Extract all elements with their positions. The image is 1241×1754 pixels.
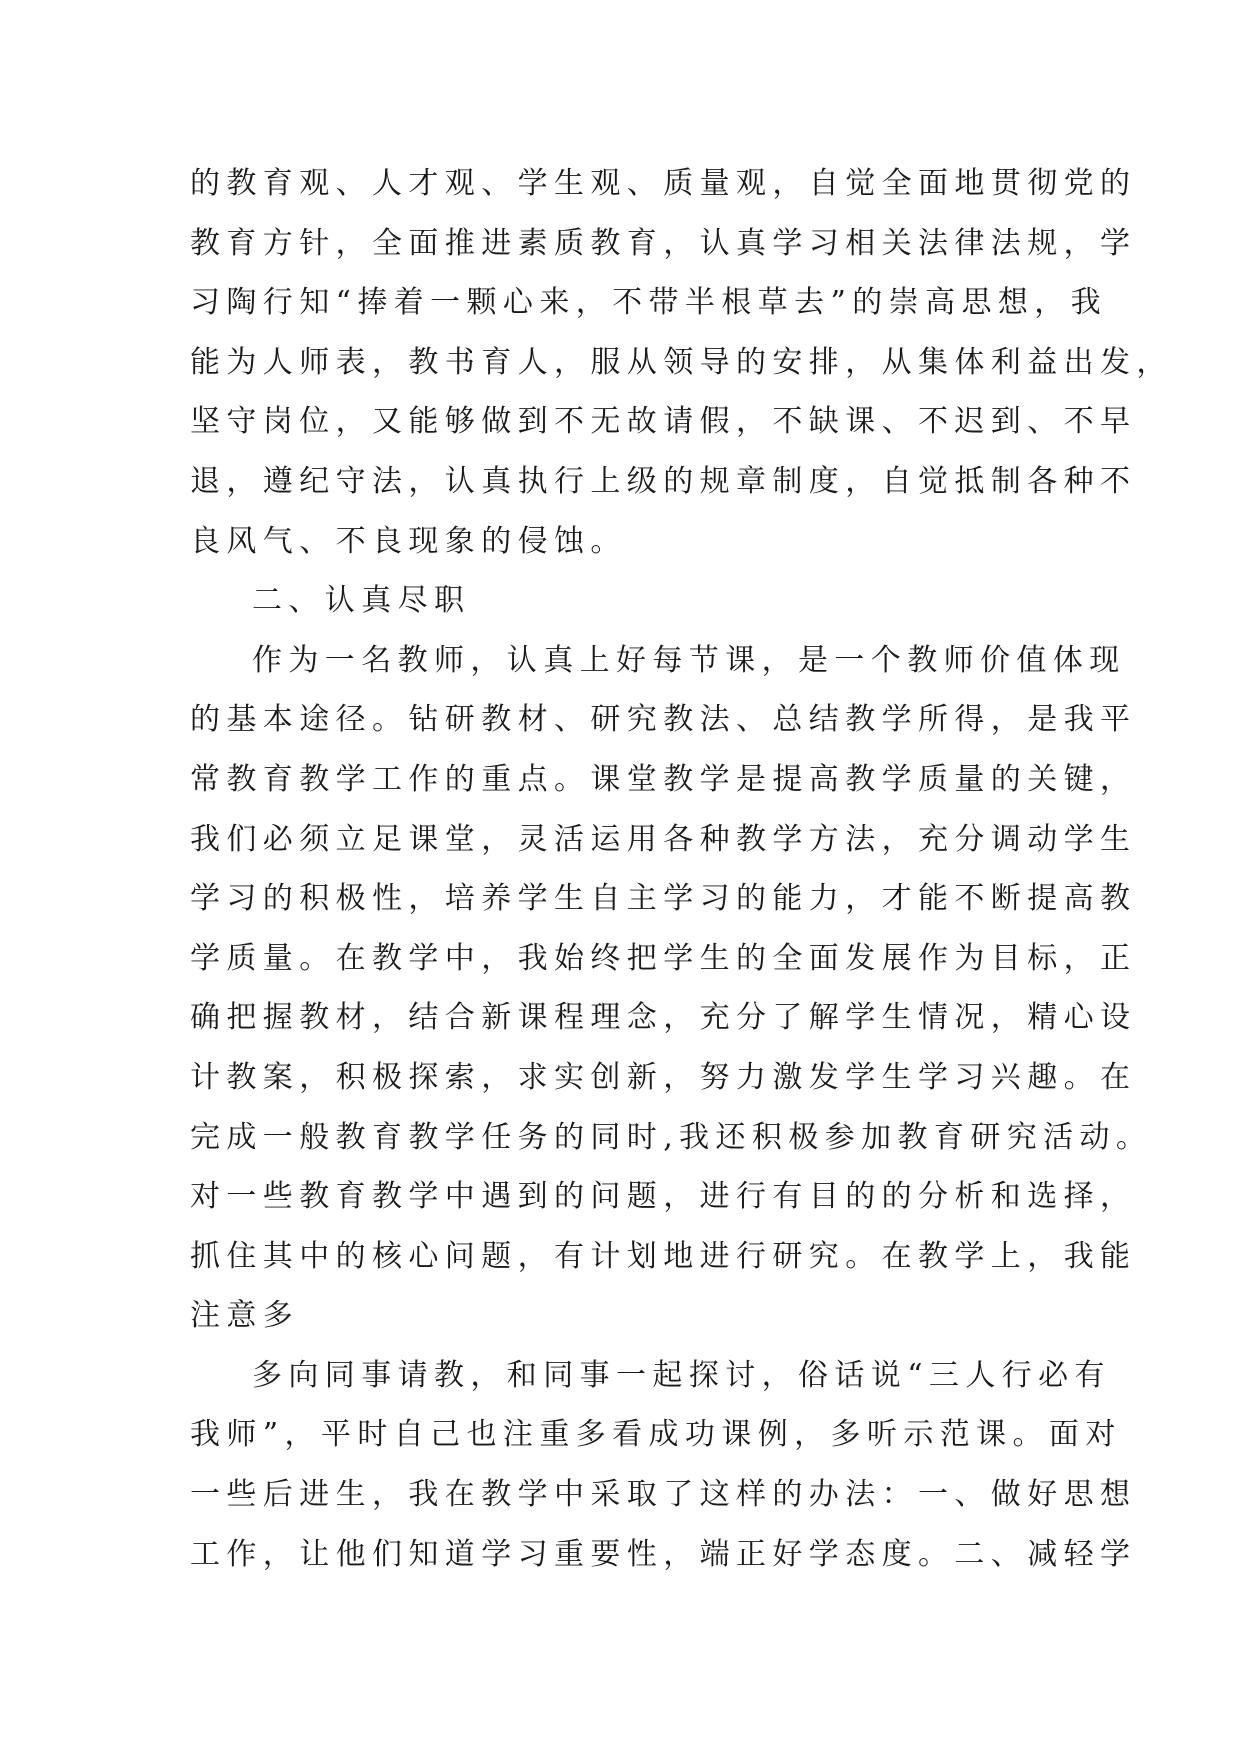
text-line: 完成一般教育教学任务的同时,我还积极参加教育研究活动。 (190, 1119, 1153, 1155)
text-line: 抓住其中的核心问题，有计划地进行研究。在教学上，我能 (190, 1238, 1137, 1274)
text-line: 作为一名教师，认真上好每节课，是一个教师价值体现 (252, 642, 1126, 678)
text-line: 注意多 (190, 1298, 300, 1334)
text-line: 坚守岗位，又能够做到不无故请假，不缺课、不迟到、不早 (190, 404, 1137, 440)
text-line: 教育方针，全面推进素质教育，认真学习相关法律法规，学 (190, 225, 1137, 261)
text-line: 二、认真尽职 (252, 583, 471, 619)
text-line: 习陶行知“捧着一颗心来，不带半根草去”的崇高思想，我 (190, 285, 1108, 321)
text-line: 确把握教材，结合新课程理念，充分了解学生情况，精心设 (190, 1000, 1137, 1036)
text-line: 学质量。在教学中，我始终把学生的全面发展作为目标，正 (190, 940, 1137, 976)
text-line: 的教育观、人才观、学生观、质量观，自觉全面地贯彻党的 (190, 166, 1137, 201)
text-line: 我们必须立足课堂，灵活运用各种教学方法，充分调动学生 (190, 821, 1137, 857)
text-line: 我师”，平时自己也注重多看成功课例，多听示范课。面对 (190, 1417, 1122, 1453)
text-line: 学习的积极性，培养学生自主学习的能力，才能不断提高教 (190, 881, 1137, 917)
text-line: 常教育教学工作的重点。课堂教学是提高教学质量的关键， (190, 761, 1137, 797)
text-line: 良风气、不良现象的侵蚀。 (190, 523, 627, 559)
text-line: 一些后进生，我在教学中采取了这样的办法：一、做好思想 (190, 1477, 1137, 1513)
text-line: 退，遵纪守法，认真执行上级的规章制度，自觉抵制各种不 (190, 463, 1137, 499)
text-line: 多向同事请教，和同事一起探讨，俗话说“三人行必有 (252, 1357, 1111, 1393)
body-text (190, 154, 1173, 1584)
text-line: 能为人师表，教书育人，服从领导的安排，从集体利益出发， (190, 344, 1173, 380)
text-line: 的基本途径。钻研教材、研究教法、总结教学所得，是我平 (190, 702, 1137, 738)
text-line: 计教案，积极探索，求实创新，努力激发学生学习兴趣。在 (190, 1059, 1137, 1095)
text-line: 工作，让他们知道学习重要性，端正好学态度。二、减轻学 (190, 1536, 1137, 1572)
text-line: 对一些教育教学中遇到的问题，进行有目的的分析和选择， (190, 1179, 1137, 1215)
